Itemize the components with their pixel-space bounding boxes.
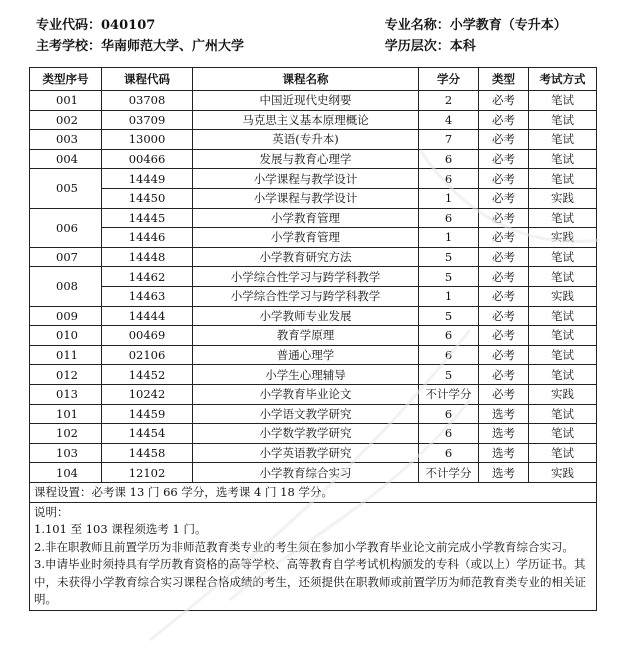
cell-type: 必考	[479, 365, 529, 385]
cell-name: 小学英语教学研究	[193, 443, 419, 463]
cell-credit: 6	[419, 404, 479, 424]
cell-seq: 003	[30, 130, 102, 150]
cell-credit: 5	[419, 267, 479, 287]
cell-name: 小学教育管理	[193, 228, 419, 248]
cell-credit: 6	[419, 326, 479, 346]
cell-exam: 笔试	[529, 443, 597, 463]
table-row	[30, 267, 597, 287]
cell-seq: 001	[30, 91, 102, 111]
cell-type: 选考	[479, 463, 529, 483]
cell-exam: 笔试	[529, 326, 597, 346]
cell-code: 14452	[102, 365, 193, 385]
cell-exam: 笔试	[529, 424, 597, 444]
cell-type: 必考	[479, 384, 529, 404]
cell-name: 发展与教育心理学	[193, 149, 419, 169]
cell-seq: 009	[30, 306, 102, 326]
cell-seq: 002	[30, 110, 102, 130]
note-item: 1.101 至 103 课程须选考 1 门。	[34, 522, 207, 537]
cell-exam: 笔试	[529, 169, 597, 189]
cell-code: 00469	[102, 326, 193, 346]
cell-seq: 012	[30, 365, 102, 385]
col-header-seq: 类型序号	[30, 68, 102, 91]
cell-exam: 笔试	[529, 267, 597, 287]
cell-credit: 2	[419, 91, 479, 111]
cell-exam: 实践	[529, 286, 597, 306]
cell-code: 12102	[102, 463, 193, 483]
cell-credit: 1	[419, 228, 479, 248]
cell-code: 02106	[102, 345, 193, 365]
major-name-value: 小学教育（专升本）	[449, 18, 567, 33]
cell-credit: 4	[419, 110, 479, 130]
cell-exam: 笔试	[529, 306, 597, 326]
cell-type: 必考	[479, 169, 529, 189]
cell-name: 英语(专升本)	[193, 130, 419, 150]
cell-name: 小学教师专业发展	[193, 306, 419, 326]
cell-name: 普通心理学	[193, 345, 419, 365]
table-row	[30, 130, 597, 150]
cell-name: 小学教育毕业论文	[193, 384, 419, 404]
cell-code: 14448	[102, 247, 193, 267]
cell-name: 小学课程与教学设计	[193, 188, 419, 208]
cell-type: 必考	[479, 208, 529, 228]
cell-credit: 6	[419, 149, 479, 169]
cell-credit: 不计学分	[419, 384, 479, 404]
cell-code: 10242	[102, 384, 193, 404]
cell-name: 马克思主义基本原理概论	[193, 110, 419, 130]
col-header-code: 课程代码	[102, 68, 193, 91]
cell-name: 教育学原理	[193, 326, 419, 346]
cell-type: 必考	[479, 110, 529, 130]
table-row	[30, 247, 597, 267]
program-header	[36, 15, 596, 57]
cell-exam: 笔试	[529, 130, 597, 150]
table-row	[30, 365, 597, 385]
cell-code: 13000	[102, 130, 193, 150]
note-item: 2.非在职教师且前置学历为非师范教育类专业的考生须在参加小学教育毕业论文前完成小学教育综合实习。	[34, 539, 574, 554]
table-row	[30, 404, 597, 424]
cell-exam: 笔试	[529, 247, 597, 267]
cell-type: 必考	[479, 228, 529, 248]
cell-type: 必考	[479, 267, 529, 287]
cell-type: 选考	[479, 404, 529, 424]
cell-code: 14444	[102, 306, 193, 326]
cell-type: 必考	[479, 91, 529, 111]
cell-type: 必考	[479, 306, 529, 326]
cell-credit: 不计学分	[419, 463, 479, 483]
cell-code: 14450	[102, 188, 193, 208]
cell-type: 必考	[479, 345, 529, 365]
table-row	[30, 208, 597, 228]
cell-name: 小学教育综合实习	[193, 463, 419, 483]
cell-code: 03709	[102, 110, 193, 130]
cell-type: 必考	[479, 247, 529, 267]
table-row	[30, 286, 597, 306]
col-header-exam: 考试方式	[529, 68, 597, 91]
cell-credit: 5	[419, 306, 479, 326]
header-row-2	[36, 36, 596, 57]
table-row	[30, 424, 597, 444]
level-value: 本科	[449, 39, 476, 54]
cell-seq: 007	[30, 247, 102, 267]
notes-row	[30, 502, 597, 610]
table-row	[30, 306, 597, 326]
table-row	[30, 110, 597, 130]
table-row	[30, 149, 597, 169]
table-row	[30, 326, 597, 346]
cell-type: 必考	[479, 326, 529, 346]
cell-credit: 7	[419, 130, 479, 150]
cell-seq: 103	[30, 443, 102, 463]
cell-type: 必考	[479, 188, 529, 208]
col-header-credit: 学分	[419, 68, 479, 91]
table-row	[30, 463, 597, 483]
level-label: 学历层次：	[384, 39, 450, 54]
cell-code: 14449	[102, 169, 193, 189]
cell-name: 中国近现代史纲要	[193, 91, 419, 111]
cell-name: 小学综合性学习与跨学科教学	[193, 267, 419, 287]
cell-name: 小学数学教学研究	[193, 424, 419, 444]
cell-code: 14463	[102, 286, 193, 306]
cell-code: 00466	[102, 149, 193, 169]
course-table	[29, 67, 597, 611]
cell-seq: 013	[30, 384, 102, 404]
cell-credit: 6	[419, 345, 479, 365]
cell-exam: 笔试	[529, 110, 597, 130]
cell-credit: 6	[419, 169, 479, 189]
cell-name: 小学教育研究方法	[193, 247, 419, 267]
cell-name: 小学教育管理	[193, 208, 419, 228]
cell-exam: 实践	[529, 188, 597, 208]
table-row	[30, 188, 597, 208]
school-label: 主考学校：	[36, 39, 102, 54]
cell-exam: 笔试	[529, 345, 597, 365]
cell-seq: 010	[30, 326, 102, 346]
cell-exam: 实践	[529, 384, 597, 404]
cell-code: 14446	[102, 228, 193, 248]
school-value: 华南师范大学、广州大学	[101, 39, 245, 54]
course-summary: 课程设置：必考课 13 门 66 学分，选考课 4 门 18 学分。	[30, 482, 597, 502]
cell-exam: 笔试	[529, 365, 597, 385]
table-row	[30, 169, 597, 189]
cell-code: 14462	[102, 267, 193, 287]
header-row-1	[36, 15, 596, 36]
col-header-type: 类型	[479, 68, 529, 91]
cell-code: 14454	[102, 424, 193, 444]
major-name-label: 专业名称：	[384, 18, 450, 33]
table-row	[30, 384, 597, 404]
cell-seq: 005	[30, 169, 102, 208]
cell-seq: 011	[30, 345, 102, 365]
cell-exam: 笔试	[529, 149, 597, 169]
col-header-name: 课程名称	[193, 68, 419, 91]
major-code	[36, 15, 385, 36]
cell-type: 选考	[479, 443, 529, 463]
cell-credit: 1	[419, 188, 479, 208]
table-row	[30, 91, 597, 111]
notes-cell	[30, 502, 597, 610]
school	[36, 36, 385, 57]
cell-type: 必考	[479, 149, 529, 169]
table-row	[30, 345, 597, 365]
cell-name: 小学综合性学习与跨学科教学	[193, 286, 419, 306]
major-code-value: 040107	[101, 18, 156, 33]
cell-name: 小学生心理辅导	[193, 365, 419, 385]
cell-credit: 5	[419, 365, 479, 385]
cell-seq: 104	[30, 463, 102, 483]
cell-type: 选考	[479, 424, 529, 444]
cell-seq: 101	[30, 404, 102, 424]
cell-credit: 5	[419, 247, 479, 267]
cell-exam: 实践	[529, 228, 597, 248]
table-row	[30, 443, 597, 463]
summary-row	[30, 482, 597, 502]
cell-seq: 008	[30, 267, 102, 306]
cell-code: 03708	[102, 91, 193, 111]
level	[385, 36, 596, 57]
cell-exam: 笔试	[529, 91, 597, 111]
cell-code: 14459	[102, 404, 193, 424]
notes-title: 说明：	[34, 504, 69, 519]
cell-name: 小学课程与教学设计	[193, 169, 419, 189]
cell-exam: 笔试	[529, 404, 597, 424]
cell-exam: 实践	[529, 463, 597, 483]
cell-exam: 笔试	[529, 208, 597, 228]
major-code-label: 专业代码：	[36, 18, 102, 33]
cell-type: 必考	[479, 286, 529, 306]
note-item: 3.申请毕业时须持具有学历教育资格的高等学校、高等教育自学考试机构颁发的专科（或以上）学历证书。其中，未获得小学教育综合实习课程合格成绩的考生，还须提供在职教师或前置学历为师范教育类专业的相关证明。	[34, 557, 586, 607]
cell-code: 14445	[102, 208, 193, 228]
cell-credit: 6	[419, 424, 479, 444]
table-header-row	[30, 68, 597, 91]
cell-name: 小学语文教学研究	[193, 404, 419, 424]
table-row	[30, 228, 597, 248]
major-name	[385, 15, 596, 36]
cell-credit: 1	[419, 286, 479, 306]
cell-seq: 006	[30, 208, 102, 247]
cell-credit: 6	[419, 443, 479, 463]
cell-code: 14458	[102, 443, 193, 463]
cell-credit: 6	[419, 208, 479, 228]
cell-seq: 102	[30, 424, 102, 444]
cell-seq: 004	[30, 149, 102, 169]
cell-type: 必考	[479, 130, 529, 150]
